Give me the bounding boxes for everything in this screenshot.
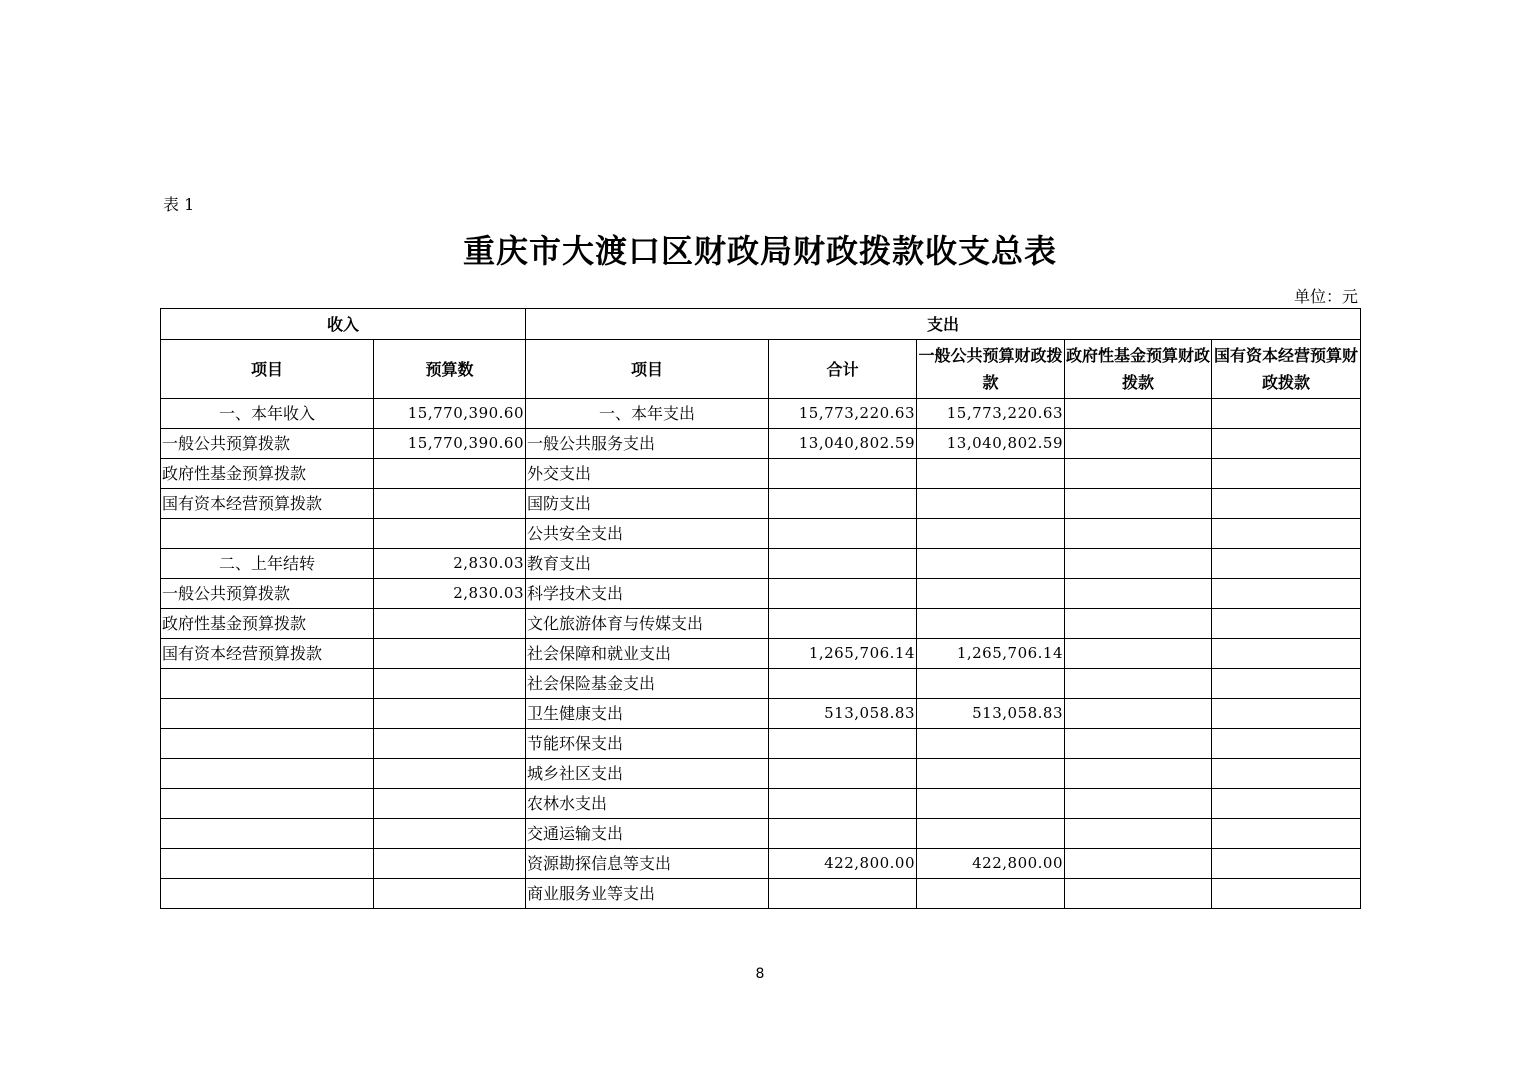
col-header-income-budget: 预算数	[374, 340, 526, 399]
fund-budget-cell	[1065, 849, 1212, 879]
income-budget-cell	[374, 699, 526, 729]
expense-total-cell: 422,800.00	[769, 849, 917, 879]
general-budget-cell: 1,265,706.14	[917, 639, 1065, 669]
state-capital-cell	[1212, 639, 1361, 669]
unit-label: 单位：元	[1293, 287, 1358, 306]
expense-item-cell: 公共安全支出	[526, 519, 769, 549]
expense-total-cell: 513,058.83	[769, 699, 917, 729]
table-row	[161, 459, 1361, 489]
expense-total-cell	[769, 819, 917, 849]
income-item-cell: 政府性基金预算拨款	[161, 609, 374, 639]
state-capital-cell	[1212, 549, 1361, 579]
general-budget-cell	[917, 669, 1065, 699]
expense-total-cell	[769, 879, 917, 909]
expense-item-cell: 文化旅游体育与传媒支出	[526, 609, 769, 639]
expense-total-cell	[769, 729, 917, 759]
income-budget-cell	[374, 879, 526, 909]
income-budget-cell	[374, 729, 526, 759]
expense-item-cell: 一、本年支出	[526, 399, 769, 429]
income-budget-cell	[374, 819, 526, 849]
fund-budget-cell	[1065, 729, 1212, 759]
income-item-cell	[161, 849, 374, 879]
expense-item-cell: 社会保障和就业支出	[526, 639, 769, 669]
income-item-cell	[161, 789, 374, 819]
state-capital-cell	[1212, 399, 1361, 429]
expense-total-cell: 15,773,220.63	[769, 399, 917, 429]
income-budget-cell	[374, 489, 526, 519]
fund-budget-cell	[1065, 489, 1212, 519]
table-row	[161, 729, 1361, 759]
col-header-income-item: 项目	[161, 340, 374, 399]
state-capital-cell	[1212, 519, 1361, 549]
expense-item-cell: 教育支出	[526, 549, 769, 579]
general-budget-cell	[917, 459, 1065, 489]
expense-total-cell: 13,040,802.59	[769, 429, 917, 459]
table-row	[161, 849, 1361, 879]
income-budget-cell	[374, 759, 526, 789]
income-group-header: 收入	[161, 309, 526, 340]
income-budget-cell: 15,770,390.60	[374, 399, 526, 429]
income-budget-cell	[374, 519, 526, 549]
state-capital-cell	[1212, 579, 1361, 609]
fund-budget-cell	[1065, 639, 1212, 669]
expense-total-cell	[769, 669, 917, 699]
income-item-cell: 一般公共预算拨款	[161, 579, 374, 609]
state-capital-cell	[1212, 759, 1361, 789]
table-row	[161, 519, 1361, 549]
income-item-cell: 政府性基金预算拨款	[161, 459, 374, 489]
fund-budget-cell	[1065, 399, 1212, 429]
expense-total-cell	[769, 519, 917, 549]
table-row	[161, 639, 1361, 669]
table-row	[161, 429, 1361, 459]
income-budget-cell	[374, 669, 526, 699]
general-budget-cell: 422,800.00	[917, 849, 1065, 879]
state-capital-cell	[1212, 819, 1361, 849]
state-capital-cell	[1212, 789, 1361, 819]
expense-item-cell: 卫生健康支出	[526, 699, 769, 729]
income-item-cell: 一、本年收入	[161, 399, 374, 429]
income-item-cell	[161, 699, 374, 729]
state-capital-cell	[1212, 849, 1361, 879]
fund-budget-cell	[1065, 429, 1212, 459]
income-budget-cell: 15,770,390.60	[374, 429, 526, 459]
general-budget-cell: 13,040,802.59	[917, 429, 1065, 459]
table-row	[161, 549, 1361, 579]
expense-total-cell	[769, 759, 917, 789]
fund-budget-cell	[1065, 879, 1212, 909]
table-row	[161, 789, 1361, 819]
general-budget-cell	[917, 489, 1065, 519]
expense-total-cell: 1,265,706.14	[769, 639, 917, 669]
col-header-expense-item: 项目	[526, 340, 769, 399]
table-row	[161, 879, 1361, 909]
expense-total-cell	[769, 579, 917, 609]
expense-item-cell: 科学技术支出	[526, 579, 769, 609]
expense-group-header: 支出	[526, 309, 1361, 340]
general-budget-cell	[917, 729, 1065, 759]
state-capital-cell	[1212, 879, 1361, 909]
table-row	[161, 609, 1361, 639]
fund-budget-cell	[1065, 699, 1212, 729]
table-row	[161, 579, 1361, 609]
table-row	[161, 399, 1361, 429]
expense-total-cell	[769, 789, 917, 819]
expense-total-cell	[769, 459, 917, 489]
table-row	[161, 759, 1361, 789]
state-capital-cell	[1212, 729, 1361, 759]
expense-total-cell	[769, 609, 917, 639]
expense-item-cell: 一般公共服务支出	[526, 429, 769, 459]
state-capital-cell	[1212, 699, 1361, 729]
table-row	[161, 699, 1361, 729]
income-item-cell	[161, 879, 374, 909]
expense-item-cell: 商业服务业等支出	[526, 879, 769, 909]
income-item-cell	[161, 669, 374, 699]
expense-item-cell: 城乡社区支出	[526, 759, 769, 789]
fund-budget-cell	[1065, 789, 1212, 819]
table-label: 表 1	[163, 195, 195, 214]
expense-total-cell	[769, 489, 917, 519]
col-header-expense-total: 合计	[769, 340, 917, 399]
fund-budget-cell	[1065, 549, 1212, 579]
fund-budget-cell	[1065, 609, 1212, 639]
income-budget-cell	[374, 639, 526, 669]
page-number: 8	[755, 966, 765, 982]
income-item-cell	[161, 729, 374, 759]
income-budget-cell	[374, 789, 526, 819]
income-budget-cell	[374, 459, 526, 489]
general-budget-cell	[917, 759, 1065, 789]
income-item-cell	[161, 759, 374, 789]
col-header-fund-budget: 政府性基金预算财政拨款	[1065, 340, 1212, 399]
income-item-cell	[161, 819, 374, 849]
table-row	[161, 489, 1361, 519]
expense-item-cell: 资源勘探信息等支出	[526, 849, 769, 879]
expense-total-cell	[769, 549, 917, 579]
state-capital-cell	[1212, 669, 1361, 699]
group-header-row	[161, 309, 1361, 340]
column-header-row	[161, 340, 1361, 399]
state-capital-cell	[1212, 489, 1361, 519]
table-row	[161, 669, 1361, 699]
income-budget-cell	[374, 609, 526, 639]
budget-summary-table	[160, 308, 1361, 909]
general-budget-cell	[917, 789, 1065, 819]
expense-item-cell: 社会保险基金支出	[526, 669, 769, 699]
expense-item-cell: 国防支出	[526, 489, 769, 519]
col-header-state-capital: 国有资本经营预算财政拨款	[1212, 340, 1361, 399]
document-title: 重庆市大渡口区财政局财政拨款收支总表	[462, 232, 1057, 270]
fund-budget-cell	[1065, 459, 1212, 489]
table-row	[161, 819, 1361, 849]
income-budget-cell	[374, 849, 526, 879]
income-budget-cell: 2,830.03	[374, 579, 526, 609]
income-item-cell: 一般公共预算拨款	[161, 429, 374, 459]
expense-item-cell: 节能环保支出	[526, 729, 769, 759]
general-budget-cell	[917, 819, 1065, 849]
expense-item-cell: 外交支出	[526, 459, 769, 489]
income-item-cell: 国有资本经营预算拨款	[161, 639, 374, 669]
fund-budget-cell	[1065, 759, 1212, 789]
state-capital-cell	[1212, 459, 1361, 489]
general-budget-cell	[917, 549, 1065, 579]
income-item-cell: 二、上年结转	[161, 549, 374, 579]
col-header-general-budget: 一般公共预算财政拨款	[917, 340, 1065, 399]
fund-budget-cell	[1065, 519, 1212, 549]
state-capital-cell	[1212, 609, 1361, 639]
general-budget-cell	[917, 579, 1065, 609]
fund-budget-cell	[1065, 819, 1212, 849]
general-budget-cell: 15,773,220.63	[917, 399, 1065, 429]
fund-budget-cell	[1065, 579, 1212, 609]
expense-item-cell: 交通运输支出	[526, 819, 769, 849]
general-budget-cell	[917, 609, 1065, 639]
income-budget-cell: 2,830.03	[374, 549, 526, 579]
general-budget-cell	[917, 879, 1065, 909]
general-budget-cell	[917, 519, 1065, 549]
income-item-cell: 国有资本经营预算拨款	[161, 489, 374, 519]
expense-item-cell: 农林水支出	[526, 789, 769, 819]
general-budget-cell: 513,058.83	[917, 699, 1065, 729]
fund-budget-cell	[1065, 669, 1212, 699]
state-capital-cell	[1212, 429, 1361, 459]
income-item-cell	[161, 519, 374, 549]
